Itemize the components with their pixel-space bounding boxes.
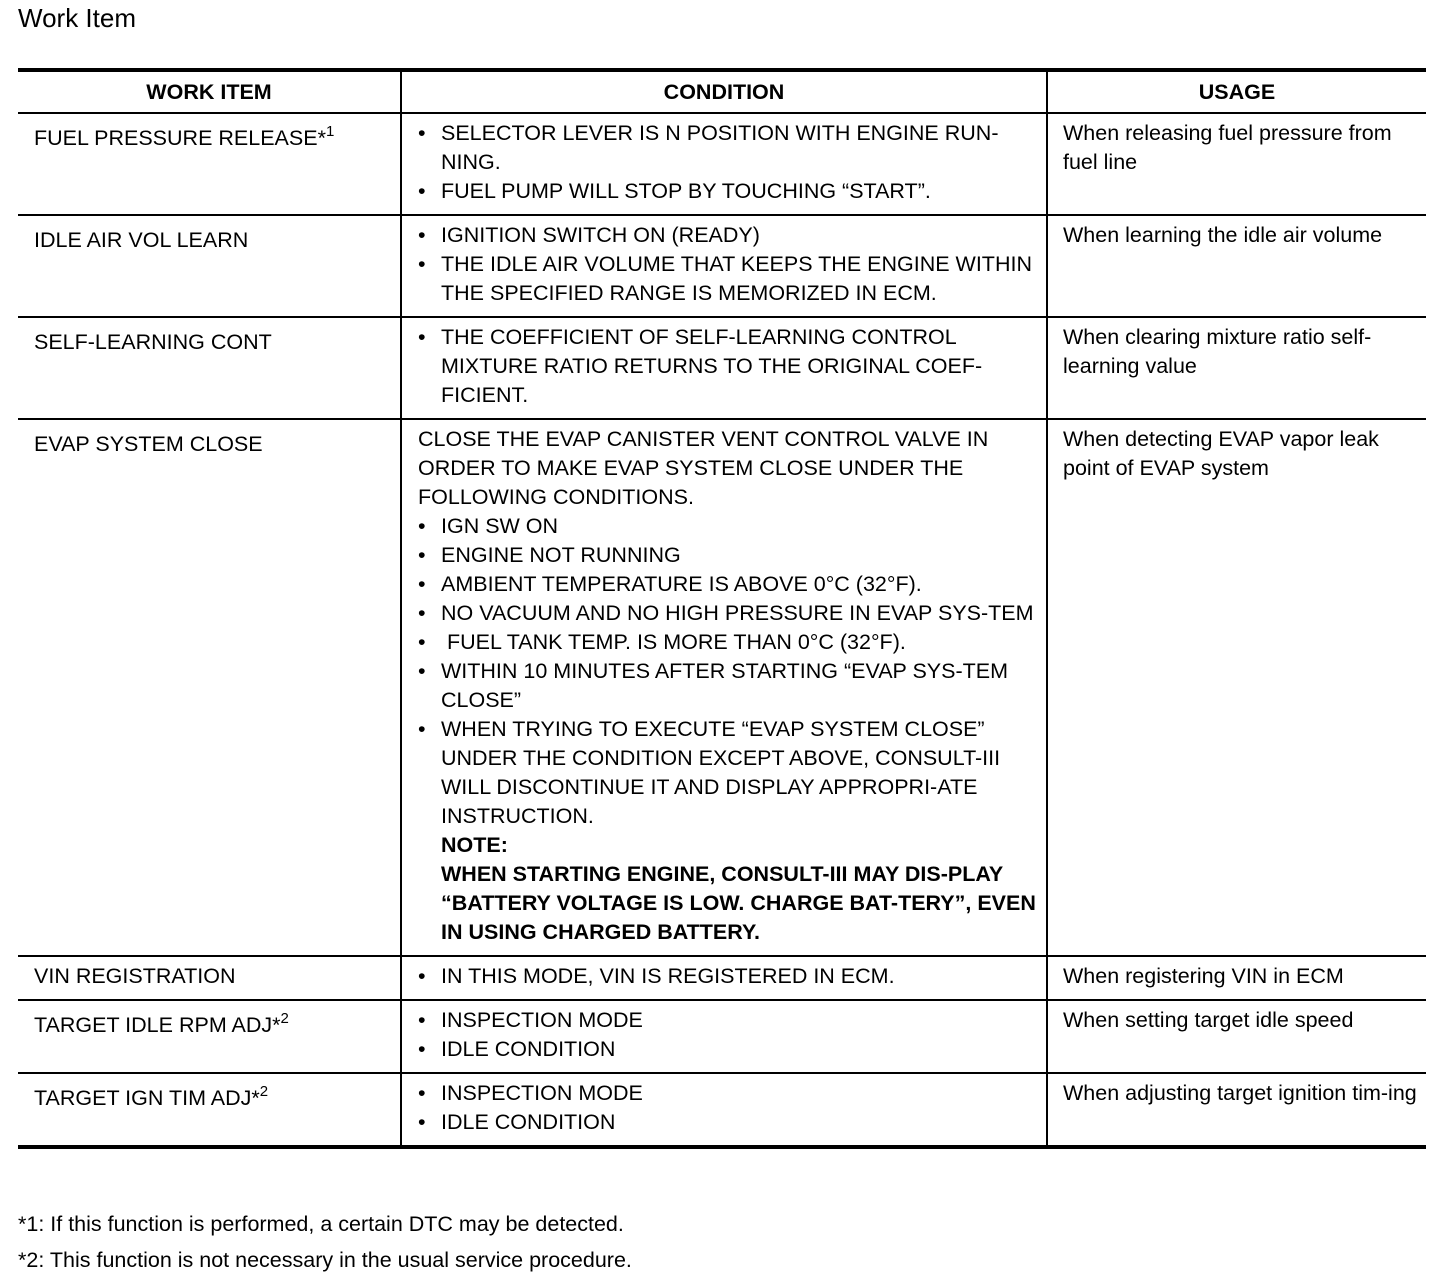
work-item-cell [18,1073,401,1147]
usage-cell: When adjusting target ignition tim-ing [1047,1073,1426,1147]
condition-item: • THE COEFFICIENT OF SELF-LEARNING CONTROL MIXTURE RATIO RETURNS TO THE ORIGINAL COEF-FICIENT. [418,323,1036,410]
table-row [18,419,1426,956]
column-header-usage: USAGE [1047,70,1426,113]
note-block [418,831,1036,947]
work-item-name: VIN REGISTRATION [34,964,236,988]
condition-item: • SELECTOR LEVER IS N POSITION WITH ENGINE RUN-NING. [418,119,1036,177]
work-item-name: FUEL PRESSURE RELEASE* [34,126,326,150]
condition-item: • FUEL TANK TEMP. IS MORE THAN 0°C (32°F). [418,628,1036,657]
footnote: *2: This function is not necessary in the usual service procedure. [18,1248,632,1272]
condition-cell [401,419,1047,956]
usage-cell: When learning the idle air volume [1047,215,1426,317]
usage-cell: When registering VIN in ECM [1047,956,1426,1000]
work-item-cell [18,956,401,1000]
condition-list [418,962,1036,991]
condition-cell [401,1073,1047,1147]
usage-cell: When setting target idle speed [1047,1000,1426,1073]
table-row [18,317,1426,419]
condition-item: • IGN SW ON [418,512,1036,541]
condition-item: • INSPECTION MODE [418,1006,1036,1035]
condition-item: • INSPECTION MODE [418,1079,1036,1108]
condition-item: • ENGINE NOT RUNNING [418,541,1036,570]
note-text: WHEN STARTING ENGINE, CONSULT-III MAY DIS-PLAY “BATTERY VOLTAGE IS LOW. CHARGE BAT-TERY”, EVEN IN USING CHARGED BATTERY. [441,862,1036,944]
condition-item: • NO VACUUM AND NO HIGH PRESSURE IN EVAP SYS-TEM [418,599,1036,628]
table-row [18,215,1426,317]
condition-cell [401,113,1047,215]
condition-list [418,512,1036,831]
condition-cell [401,1000,1047,1073]
condition-item: • WITHIN 10 MINUTES AFTER STARTING “EVAP SYS-TEM CLOSE” [418,657,1036,715]
work-item-table [18,68,1426,1149]
footnote: *1: If this function is performed, a certain DTC may be detected. [18,1212,624,1236]
table-header-row [18,70,1426,113]
table-row [18,113,1426,215]
table-row [18,1000,1426,1073]
work-item-cell [18,113,401,215]
condition-cell [401,317,1047,419]
footnote-ref: 2 [280,1010,289,1027]
usage-cell: When releasing fuel pressure from fuel line [1047,113,1426,215]
work-item-name: SELF-LEARNING CONT [34,330,272,354]
work-item-cell [18,419,401,956]
condition-item: • IDLE CONDITION [418,1035,1036,1064]
page-title: Work Item [18,3,136,33]
usage-cell: When detecting EVAP vapor leak point of EVAP system [1047,419,1426,956]
work-item-cell [18,317,401,419]
work-item-name: IDLE AIR VOL LEARN [34,228,249,252]
table-row [18,1073,1426,1147]
column-header-work-item: WORK ITEM [18,70,401,113]
footnote-ref: 2 [259,1083,269,1100]
note-label: NOTE: [441,833,508,857]
work-item-name: TARGET IGN TIM ADJ* [34,1086,260,1110]
work-item-cell [18,1000,401,1073]
condition-list [418,323,1036,410]
work-item-name: EVAP SYSTEM CLOSE [34,432,263,456]
condition-item: • AMBIENT TEMPERATURE IS ABOVE 0°C (32°F). [418,570,1036,599]
condition-item: • IDLE CONDITION [418,1108,1036,1137]
table-row [18,956,1426,1000]
condition-list [418,119,1036,206]
condition-item: • WHEN TRYING TO EXECUTE “EVAP SYSTEM CLOSE” UNDER THE CONDITION EXCEPT ABOVE, CONSULT-III WILL DISCONTINUE IT AND DISPLAY APPROPRI-ATE INSTRUCTION. [418,715,1036,831]
condition-intro: CLOSE THE EVAP CANISTER VENT CONTROL VALVE IN ORDER TO MAKE EVAP SYSTEM CLOSE UNDER THE FOLLOWING CONDITIONS. [418,427,989,509]
condition-cell [401,956,1047,1000]
work-item-name: TARGET IDLE RPM ADJ* [34,1013,281,1037]
condition-item: • THE IDLE AIR VOLUME THAT KEEPS THE ENGINE WITHIN THE SPECIFIED RANGE IS MEMORIZED IN ECM. [418,250,1036,308]
condition-item: • FUEL PUMP WILL STOP BY TOUCHING “START”. [418,177,1036,206]
condition-item: • IN THIS MODE, VIN IS REGISTERED IN ECM. [418,962,1036,991]
footnote-ref: 1 [325,123,335,140]
condition-item: • IGNITION SWITCH ON (READY) [418,221,1036,250]
condition-list [418,1079,1036,1137]
condition-list [418,1006,1036,1064]
condition-list [418,221,1036,308]
footnotes [18,1206,632,1278]
work-item-cell [18,215,401,317]
condition-cell [401,215,1047,317]
usage-cell: When clearing mixture ratio self-learning value [1047,317,1426,419]
column-header-condition: CONDITION [401,70,1047,113]
